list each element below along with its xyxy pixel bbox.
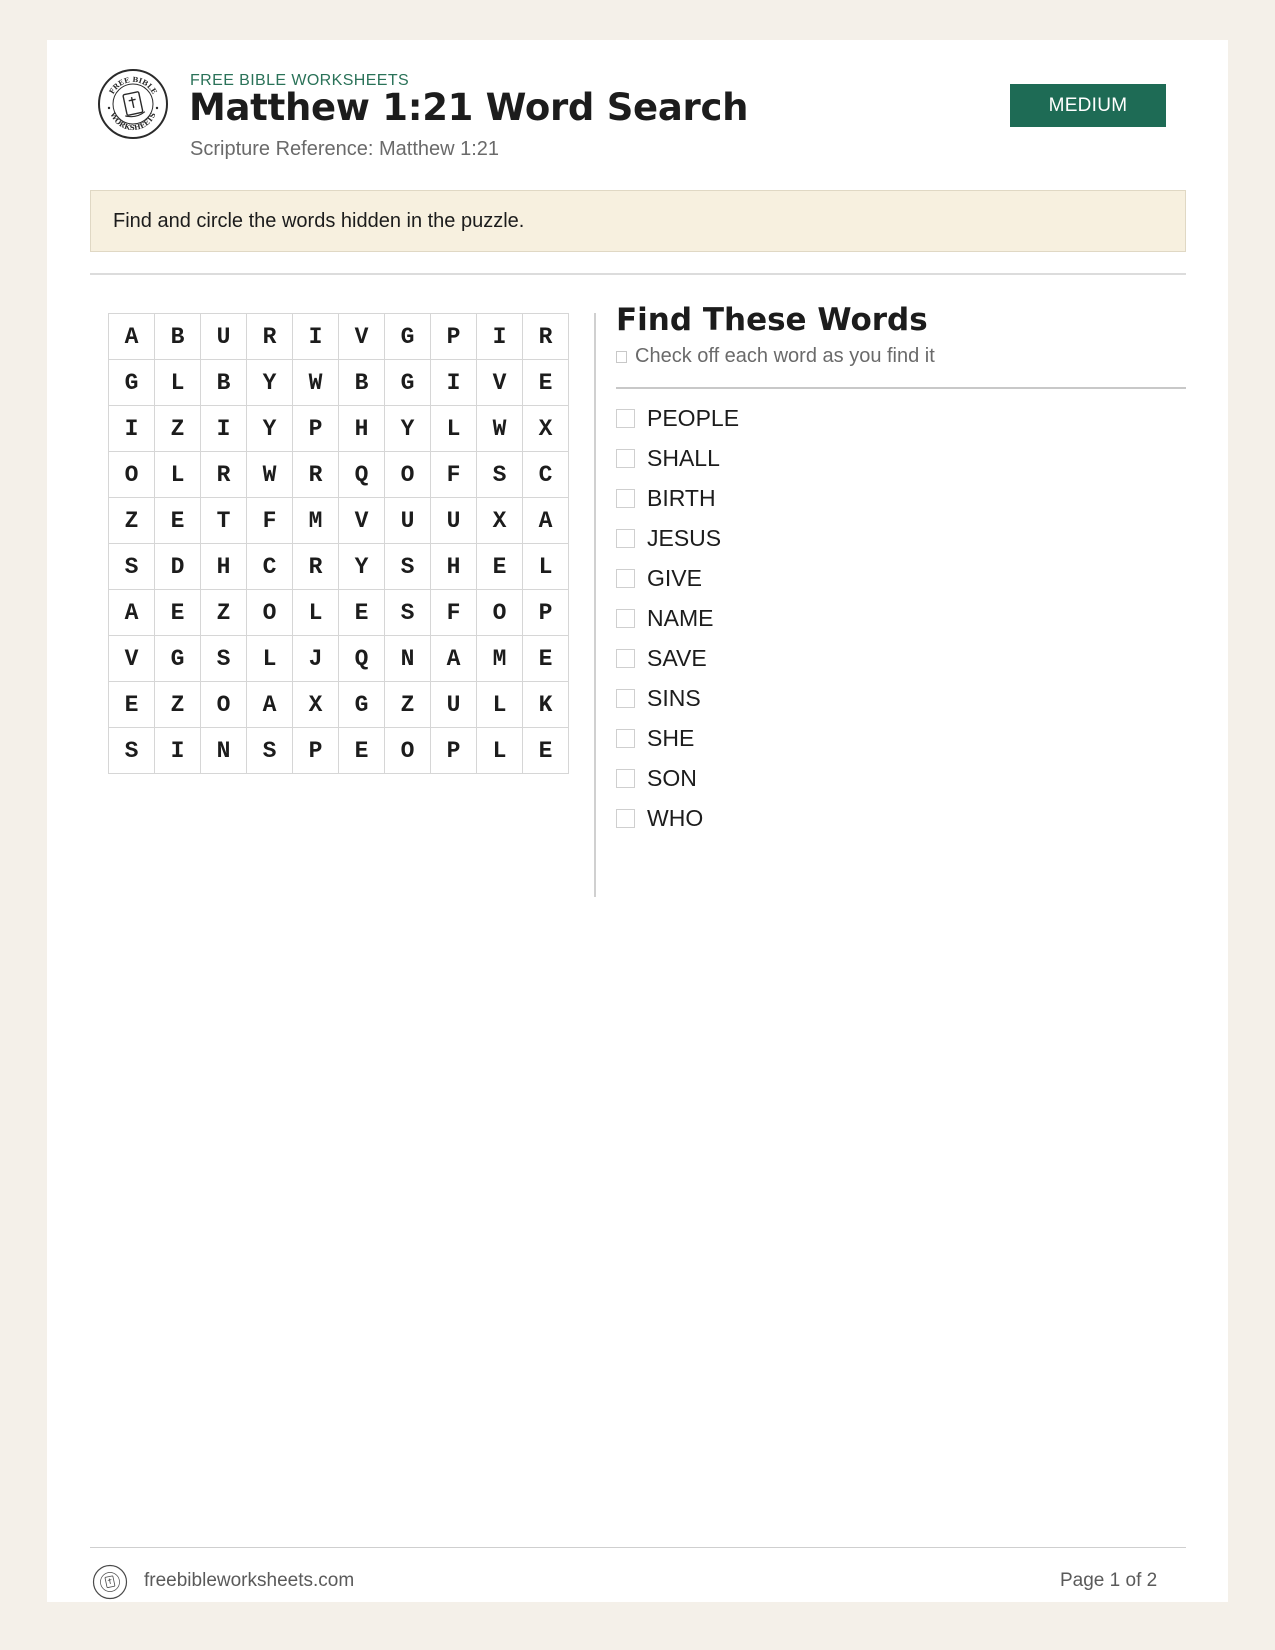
- word-list-item[interactable]: [616, 798, 739, 838]
- grid-cell[interactable]: W: [477, 406, 523, 452]
- grid-cell[interactable]: R: [293, 544, 339, 590]
- grid-cell[interactable]: O: [385, 452, 431, 498]
- grid-row: [109, 406, 569, 452]
- grid-cell[interactable]: Z: [155, 406, 201, 452]
- grid-cell[interactable]: E: [155, 590, 201, 636]
- grid-cell[interactable]: A: [247, 682, 293, 728]
- word-checkbox[interactable]: [616, 449, 635, 468]
- word-checkbox[interactable]: [616, 569, 635, 588]
- footer-site-url[interactable]: freebibleworksheets.com: [144, 1570, 355, 1591]
- grid-cell[interactable]: Z: [385, 682, 431, 728]
- grid-cell[interactable]: J: [293, 636, 339, 682]
- word-checkbox[interactable]: [616, 809, 635, 828]
- grid-cell[interactable]: E: [477, 544, 523, 590]
- word-list-item[interactable]: [616, 598, 739, 638]
- word-label: SAVE: [647, 644, 707, 671]
- grid-cell[interactable]: S: [385, 544, 431, 590]
- grid-cell[interactable]: L: [477, 728, 523, 774]
- grid-cell[interactable]: E: [523, 636, 569, 682]
- word-checkbox[interactable]: [616, 609, 635, 628]
- grid-cell[interactable]: G: [109, 360, 155, 406]
- grid-cell[interactable]: O: [201, 682, 247, 728]
- section-divider: [90, 273, 1186, 275]
- grid-cell[interactable]: Y: [385, 406, 431, 452]
- grid-cell[interactable]: R: [247, 314, 293, 360]
- grid-cell[interactable]: E: [155, 498, 201, 544]
- grid-cell[interactable]: B: [339, 360, 385, 406]
- grid-cell[interactable]: U: [201, 314, 247, 360]
- word-label: JESUS: [647, 524, 722, 551]
- grid-cell[interactable]: I: [155, 728, 201, 774]
- grid-cell[interactable]: H: [431, 544, 477, 590]
- grid-cell[interactable]: Z: [109, 498, 155, 544]
- grid-cell[interactable]: T: [201, 498, 247, 544]
- grid-cell[interactable]: A: [109, 314, 155, 360]
- grid-row: [109, 360, 569, 406]
- word-list-title: Find These Words: [616, 302, 928, 338]
- grid-cell[interactable]: W: [247, 452, 293, 498]
- grid-cell[interactable]: R: [201, 452, 247, 498]
- grid-row: [109, 728, 569, 774]
- grid-cell[interactable]: S: [109, 728, 155, 774]
- grid-cell[interactable]: S: [247, 728, 293, 774]
- grid-cell[interactable]: S: [201, 636, 247, 682]
- grid-cell[interactable]: G: [385, 314, 431, 360]
- grid-cell[interactable]: L: [155, 360, 201, 406]
- brand-label: FREE BIBLE WORKSHEETS: [190, 72, 410, 89]
- grid-cell[interactable]: V: [339, 314, 385, 360]
- grid-cell[interactable]: I: [477, 314, 523, 360]
- grid-cell[interactable]: S: [385, 590, 431, 636]
- word-label: SINS: [647, 684, 701, 711]
- grid-cell[interactable]: Z: [155, 682, 201, 728]
- word-list-item[interactable]: [616, 438, 739, 478]
- grid-cell[interactable]: L: [477, 682, 523, 728]
- grid-cell[interactable]: P: [431, 314, 477, 360]
- word-checkbox[interactable]: [616, 409, 635, 428]
- grid-cell[interactable]: N: [201, 728, 247, 774]
- grid-cell[interactable]: L: [247, 636, 293, 682]
- grid-cell[interactable]: R: [523, 314, 569, 360]
- svg-text:WORKSHEETS: WORKSHEETS: [108, 110, 158, 133]
- grid-cell[interactable]: L: [155, 452, 201, 498]
- grid-cell[interactable]: M: [293, 498, 339, 544]
- grid-row: [109, 452, 569, 498]
- word-list-item[interactable]: [616, 518, 739, 558]
- grid-cell[interactable]: Q: [339, 636, 385, 682]
- instructions-box: Find and circle the words hidden in the puzzle.: [90, 190, 1186, 252]
- page-title: Matthew 1:21 Word Search: [189, 86, 749, 129]
- grid-cell[interactable]: X: [477, 498, 523, 544]
- word-list-item[interactable]: [616, 758, 739, 798]
- word-label: SHE: [647, 724, 695, 751]
- grid-cell[interactable]: U: [431, 682, 477, 728]
- word-list-item[interactable]: [616, 678, 739, 718]
- word-list-item[interactable]: [616, 398, 739, 438]
- word-checkbox[interactable]: [616, 729, 635, 748]
- grid-cell[interactable]: F: [247, 498, 293, 544]
- word-list-item[interactable]: [616, 478, 739, 518]
- word-list-item[interactable]: [616, 558, 739, 598]
- grid-cell[interactable]: H: [339, 406, 385, 452]
- grid-cell[interactable]: U: [385, 498, 431, 544]
- scripture-reference: Scripture Reference: Matthew 1:21: [190, 138, 500, 160]
- word-checkbox[interactable]: [616, 769, 635, 788]
- word-label: NAME: [647, 604, 714, 631]
- word-list-divider: [616, 387, 1186, 389]
- grid-cell[interactable]: O: [477, 590, 523, 636]
- grid-cell[interactable]: U: [431, 498, 477, 544]
- grid-row: [109, 498, 569, 544]
- svg-text:FREE BIBLE: FREE BIBLE: [107, 74, 159, 96]
- grid-cell[interactable]: A: [109, 590, 155, 636]
- worksheet-page: [47, 40, 1228, 1602]
- word-checkbox[interactable]: [616, 689, 635, 708]
- word-list-subtitle-text: Check off each word as you find it: [635, 345, 935, 367]
- grid-cell[interactable]: F: [431, 590, 477, 636]
- grid-cell[interactable]: B: [155, 314, 201, 360]
- grid-cell[interactable]: E: [523, 360, 569, 406]
- page-number: Page 1 of 2: [1060, 1570, 1158, 1591]
- grid-cell[interactable]: P: [293, 406, 339, 452]
- grid-row: [109, 636, 569, 682]
- grid-cell[interactable]: K: [523, 682, 569, 728]
- grid-cell[interactable]: Y: [247, 406, 293, 452]
- word-label: SHALL: [647, 444, 720, 471]
- grid-cell[interactable]: L: [431, 406, 477, 452]
- grid-cell[interactable]: I: [109, 406, 155, 452]
- grid-cell[interactable]: I: [293, 314, 339, 360]
- word-search-grid[interactable]: [108, 313, 569, 774]
- grid-cell[interactable]: G: [339, 682, 385, 728]
- word-label: PEOPLE: [647, 404, 740, 431]
- grid-cell[interactable]: O: [109, 452, 155, 498]
- grid-cell[interactable]: E: [109, 682, 155, 728]
- grid-cell[interactable]: H: [201, 544, 247, 590]
- grid-cell[interactable]: C: [247, 544, 293, 590]
- grid-cell[interactable]: E: [523, 728, 569, 774]
- word-label: WHO: [647, 804, 704, 831]
- grid-cell[interactable]: Y: [247, 360, 293, 406]
- grid-cell[interactable]: O: [385, 728, 431, 774]
- word-list-item[interactable]: [616, 638, 739, 678]
- grid-cell[interactable]: X: [293, 682, 339, 728]
- word-checkbox[interactable]: [616, 489, 635, 508]
- grid-cell[interactable]: N: [385, 636, 431, 682]
- grid-cell[interactable]: C: [523, 452, 569, 498]
- grid-cell[interactable]: I: [201, 406, 247, 452]
- grid-cell[interactable]: A: [431, 636, 477, 682]
- word-list: [616, 398, 739, 838]
- difficulty-badge: MEDIUM: [1010, 84, 1166, 127]
- word-label: GIVE: [647, 564, 702, 591]
- grid-cell[interactable]: P: [431, 728, 477, 774]
- footer-logo: [92, 1564, 128, 1600]
- grid-cell[interactable]: I: [431, 360, 477, 406]
- grid-cell[interactable]: Y: [339, 544, 385, 590]
- grid-cell[interactable]: W: [293, 360, 339, 406]
- grid-cell[interactable]: L: [523, 544, 569, 590]
- footer-divider: [90, 1547, 1186, 1548]
- grid-cell[interactable]: X: [523, 406, 569, 452]
- free-bible-worksheets-logo: [97, 68, 169, 140]
- grid-cell[interactable]: P: [523, 590, 569, 636]
- grid-cell[interactable]: G: [155, 636, 201, 682]
- word-label: SON: [647, 764, 697, 791]
- grid-cell[interactable]: Z: [201, 590, 247, 636]
- grid-cell[interactable]: V: [109, 636, 155, 682]
- grid-cell[interactable]: R: [293, 452, 339, 498]
- grid-cell[interactable]: L: [293, 590, 339, 636]
- grid-cell[interactable]: B: [201, 360, 247, 406]
- grid-cell[interactable]: Q: [339, 452, 385, 498]
- grid-cell[interactable]: P: [293, 728, 339, 774]
- grid-row: [109, 682, 569, 728]
- grid-cell[interactable]: V: [339, 498, 385, 544]
- grid-cell[interactable]: F: [431, 452, 477, 498]
- grid-cell[interactable]: O: [247, 590, 293, 636]
- word-label: BIRTH: [647, 484, 716, 511]
- grid-cell[interactable]: M: [477, 636, 523, 682]
- grid-row: [109, 590, 569, 636]
- word-checkbox[interactable]: [616, 529, 635, 548]
- word-list-subtitle: [616, 345, 935, 368]
- grid-cell[interactable]: E: [339, 728, 385, 774]
- checkbox-icon: [616, 351, 627, 363]
- grid-cell[interactable]: S: [477, 452, 523, 498]
- grid-cell[interactable]: S: [109, 544, 155, 590]
- grid-cell[interactable]: A: [523, 498, 569, 544]
- word-list-item[interactable]: [616, 718, 739, 758]
- word-checkbox[interactable]: [616, 649, 635, 668]
- grid-cell[interactable]: G: [385, 360, 431, 406]
- grid-cell[interactable]: D: [155, 544, 201, 590]
- grid-row: [109, 544, 569, 590]
- grid-cell[interactable]: V: [477, 360, 523, 406]
- column-divider: [594, 313, 596, 897]
- grid-row: [109, 314, 569, 360]
- grid-cell[interactable]: E: [339, 590, 385, 636]
